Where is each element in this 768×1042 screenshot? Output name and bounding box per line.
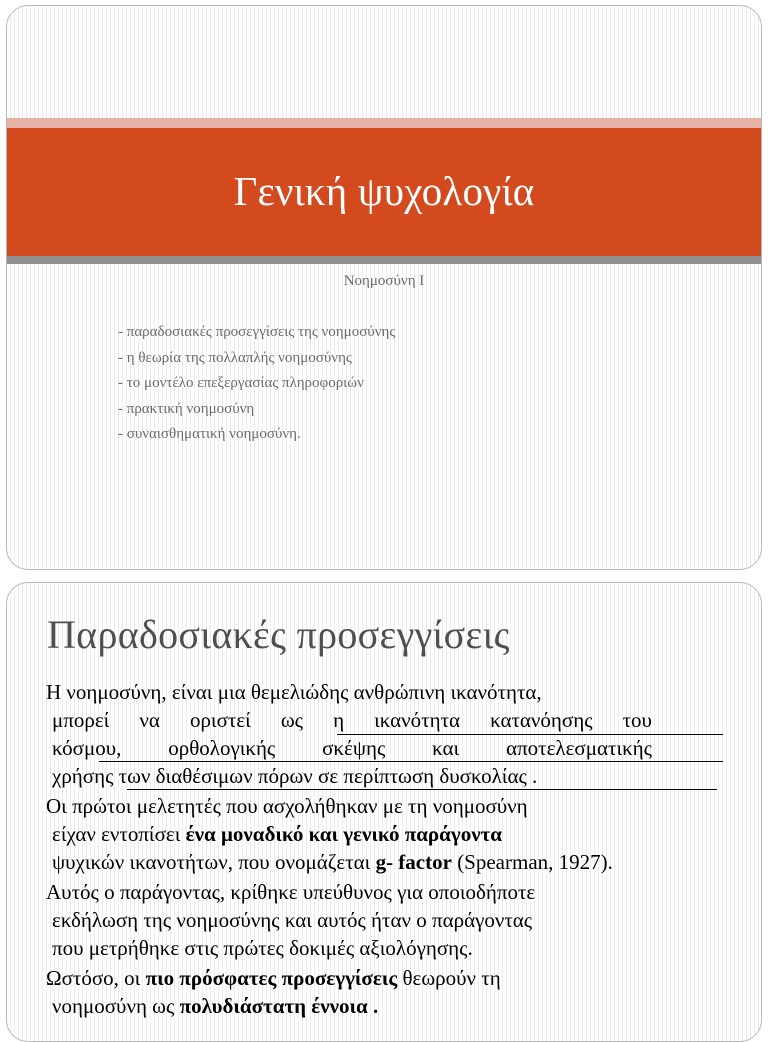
paragraph-factor-role <box>40 878 740 962</box>
text-segment: είχαν εντοπίσει <box>52 822 186 846</box>
word: του <box>622 708 652 732</box>
title-slide <box>6 5 762 570</box>
text-line <box>40 964 740 992</box>
text-line <box>40 848 740 876</box>
underline-rule <box>337 734 723 735</box>
text-line <box>40 706 740 734</box>
title-band-bottom-stripe <box>7 256 761 264</box>
title-band <box>7 128 761 256</box>
topic-item: - παραδοσιακές προσεγγίσεις της νοημοσύνης <box>118 324 396 340</box>
topic-item: - η θεωρία της πολλαπλής νοημοσύνης <box>118 349 352 366</box>
emphasis-text: g- factor <box>375 850 452 874</box>
underline-rule <box>127 789 717 790</box>
text-segment: νοημοσύνη ως <box>52 994 180 1018</box>
underline-rule <box>99 761 723 762</box>
text-segment: ψυχικών ικανοτήτων, που ονομάζεται <box>52 850 376 874</box>
emphasis-text: πιο πρόσφατες προσεγγίσεις <box>145 966 398 990</box>
word: σκέψης <box>322 736 386 760</box>
text-segment: Ωστόσο, οι <box>46 966 146 990</box>
word: κόσμου, <box>52 736 122 760</box>
topic-list <box>118 320 395 448</box>
word: αποτελεσματικής <box>506 736 652 760</box>
word: κατανόησης <box>490 708 593 732</box>
slide-title: Γενική ψυχολογία <box>233 168 535 214</box>
word: ικανότητα <box>374 708 461 732</box>
content-slide <box>6 582 762 1042</box>
text-line <box>40 820 740 848</box>
text-line <box>40 992 740 1020</box>
text-line: Αυτός ο παράγοντας, κρίθηκε υπεύθυνος για οποιοδήποτε <box>46 880 536 904</box>
text-line: που μετρήθηκε στις πρώτες δοκιμές αξιολόγησης. <box>52 936 473 960</box>
paragraph-recent-approaches <box>40 964 740 1020</box>
word: ορθολογικής <box>168 736 276 760</box>
justified-line <box>52 706 652 734</box>
slide-heading: Παραδοσιακές προσεγγίσεις <box>47 612 510 657</box>
text-segment: (Spearman, 1927). <box>451 850 613 874</box>
slide-subtitle: Νοημοσύνη Ι <box>343 273 425 289</box>
word: οριστεί <box>189 708 251 732</box>
text-line <box>40 734 740 762</box>
word: μπορεί <box>52 708 110 732</box>
topic-item: - το μοντέλο επεξεργασίας πληροφοριών <box>118 375 364 391</box>
word: η <box>333 708 345 732</box>
text-line: Η νοημοσύνη, είναι μια θεμελιώδης ανθρώπινη ικανότητα, <box>46 680 542 704</box>
word: να <box>139 708 160 732</box>
text-line: Οι πρώτοι μελετητές που ασχολήθηκαν με τη νοημοσύνη <box>46 794 528 818</box>
text-segment: θεωρούν τη <box>397 966 501 990</box>
slide-body <box>40 678 740 1022</box>
text-line: εκδήλωση της νοημοσύνης και αυτός ήταν ο παράγοντας <box>52 908 533 932</box>
paragraph-g-factor <box>40 792 740 876</box>
title-band-top-stripe <box>7 118 761 128</box>
emphasis-text: ένα μοναδικό και γενικό παράγοντα <box>185 822 502 846</box>
word: και <box>432 736 460 760</box>
text-line: χρήσης των διαθέσιμων πόρων σε περίπτωση δυσκολίας . <box>52 764 538 788</box>
word: ως <box>280 708 303 732</box>
justified-line <box>52 734 652 762</box>
emphasis-text: πολυδιάστατη έννοια . <box>179 994 379 1018</box>
topic-item: - συναισθηματική νοημοσύνη. <box>118 426 301 442</box>
topic-item: - πρακτική νοημοσύνη <box>118 400 255 417</box>
